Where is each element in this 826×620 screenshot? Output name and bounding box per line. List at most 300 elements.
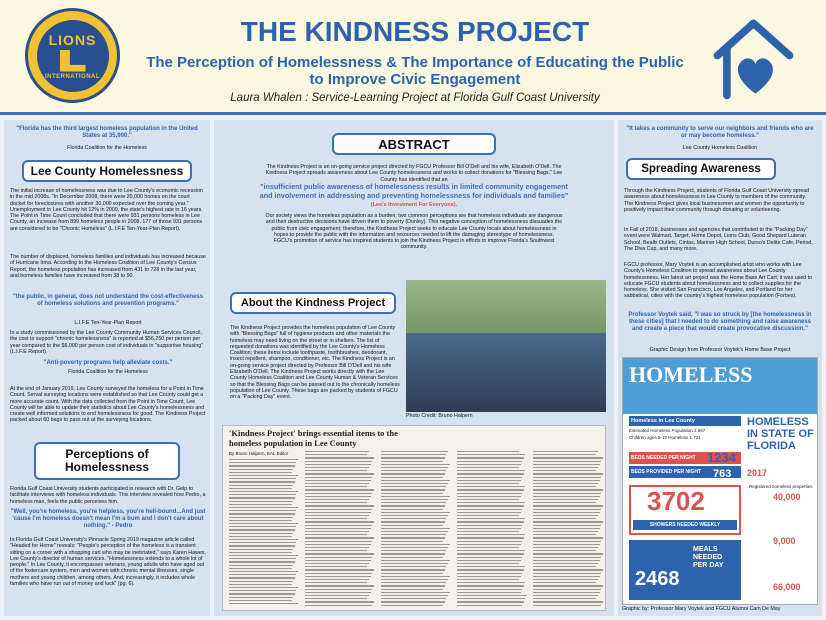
article-text-line: [381, 550, 446, 551]
article-byline: By Bruno Halpern, EAL Editor: [229, 451, 289, 456]
article-text-line: [533, 553, 603, 554]
article-text-line: [381, 560, 450, 561]
logo-top-text: LIONS: [48, 31, 97, 48]
article-text-line: [457, 563, 519, 564]
info-year: 2017: [747, 468, 768, 478]
article-text-line: [305, 547, 369, 548]
info-beds-needed-label: BEDS NEEDED PER NIGHT: [629, 452, 741, 464]
article-text-line: [305, 579, 369, 580]
article-text-line: [533, 589, 601, 590]
article-text-line: [229, 491, 298, 492]
article-text-line: [533, 496, 600, 497]
article-text-line: [305, 589, 372, 590]
about-text: The Kindness Project provides the homeless population of Lee County with "Blessing Bags" full of hygiene products and other materials the homeless may need living on the street or in shelters. The list of requested donations was identified by the Lee County's Homeless Coalition; these items include toothpaste, toothbrushes, deodorant, insect repellent, shampoo, conditioner, etc. The Kindness Project is an on-going service project directed by Professor Bill O'Dell and his wife Elizabeth O'Dell. The Kindness Project works directly with the Lee County Homeless Coalition and Lee County Human & Veteran Services so that the Blessing Bags can be passed out to the chronically homeless population of Lee County. These bags are packed by students of FGCU on a "Packing Day" event.: [230, 325, 400, 401]
article-text-line: [533, 502, 596, 503]
article-text-line: [381, 601, 445, 602]
article-text-line: [533, 467, 598, 468]
info-lee-label: Homeless in Lee County: [629, 416, 741, 426]
article-text-line: [305, 467, 369, 468]
article-text-line: [533, 569, 603, 570]
article-text-line: [305, 477, 372, 478]
article-text-line: [533, 531, 598, 532]
article-text-line: [533, 499, 598, 500]
quote-source: L.I.F.E Ten-Year-Plan Report: [74, 320, 142, 326]
heading-about: About the Kindness Project: [230, 292, 396, 314]
article-text-line: [457, 569, 524, 570]
article-text-line: [457, 483, 519, 484]
article-text-line: [533, 521, 603, 522]
quote-voytek: Professor Voytek said, "I was so struck by [the homelessness in these cities] that I needed to do something and raise awareness and create a piece that would create provocative discussion.": [628, 312, 812, 332]
article-text-line: [305, 560, 371, 561]
article-text-line: [229, 568, 292, 569]
article-text-line: [229, 504, 292, 505]
article-text-line: [381, 531, 448, 532]
article-text-line: [381, 518, 446, 519]
article-text-line: [533, 470, 596, 471]
article-text-line: [533, 592, 600, 593]
article-text-line: [457, 537, 524, 538]
article-text-line: [533, 563, 598, 564]
article-text-line: [457, 515, 519, 516]
article-text-line: [533, 480, 600, 481]
article-text-line: [229, 510, 296, 511]
article-text-line: [533, 566, 596, 567]
article-text-line: [381, 563, 448, 564]
article-text-line: [229, 507, 298, 508]
article-text-line: [533, 528, 600, 529]
article-text-line: [457, 598, 525, 599]
article-text-line: [533, 579, 598, 580]
info-lee-pop: Estimated Homeless Population 2,067: [629, 428, 706, 433]
article-text-line: [533, 585, 603, 586]
article-text-line: [381, 454, 446, 455]
article-text-line: [533, 560, 600, 561]
article-text-line: [457, 518, 525, 519]
article-text-line: [381, 464, 450, 465]
article-text-line: [533, 454, 596, 455]
article-text-line: [457, 595, 527, 596]
article-text-line: [229, 552, 292, 553]
article-text-line: [533, 505, 603, 506]
article-text-line: [457, 457, 524, 458]
article-text-line: [457, 505, 524, 506]
article-text-line: [533, 512, 600, 513]
article-text-line: [229, 561, 295, 562]
article-text-line: [229, 545, 295, 546]
article-text-line: [457, 582, 525, 583]
article-text-line: [229, 501, 293, 502]
info-stat1: 9,000: [773, 536, 796, 546]
article-text-line: [533, 493, 601, 494]
heading-spreading: Spreading Awareness: [626, 158, 776, 180]
article-text-line: [305, 598, 367, 599]
article-text-line: [229, 462, 296, 463]
paragraph: Through the Kindness Project, students of Florida Gulf Coast University spread awareness about homelessness in Lee County to members of the community. The Kindness Project gives local businessmen and women the opportunity to positively impact their community through donating or volunteering.: [624, 188, 810, 213]
article-text-line: [533, 541, 601, 542]
article-text-line: [381, 569, 445, 570]
article-text-line: [229, 571, 298, 572]
article-text-line: [457, 470, 525, 471]
article-text-line: [457, 592, 521, 593]
info-stat2: 66,000: [773, 582, 801, 592]
article-text-line: [305, 454, 367, 455]
article-text-line: [229, 529, 295, 530]
article-title: 'Kindness Project' brings essential items to the homeless population in Lee County: [229, 428, 398, 448]
article-text-line: [305, 502, 367, 503]
article-text-line: [305, 534, 367, 535]
info-lee-children: Children ages 5-17 Homeless 1,721: [629, 435, 701, 440]
article-text-line: [381, 451, 448, 452]
article-text-line: [381, 505, 445, 506]
article-text-line: [457, 544, 521, 545]
info-showers-label: SHOWERS NEEDED WEEKLY: [633, 520, 737, 530]
article-text-line: [305, 451, 369, 452]
article-text-line: [381, 579, 448, 580]
article-text-line: [533, 483, 598, 484]
article-text-line: [381, 547, 448, 548]
article-text-line: [457, 493, 522, 494]
article-text-line: [305, 480, 371, 481]
article-text-line: [229, 513, 295, 514]
article-text-line: [229, 536, 292, 537]
article-text-line: [381, 553, 445, 554]
article-text-line: [229, 549, 293, 550]
article-text-line: [381, 582, 446, 583]
article-text-line: [457, 550, 525, 551]
article-text-line: [305, 537, 374, 538]
article-text-line: [533, 451, 598, 452]
article-text-line: [229, 603, 298, 604]
lions-logo: [25, 8, 120, 103]
article-text-line: [305, 582, 367, 583]
info-state-title: HOMELESS IN STATE OF FLORIDA: [747, 416, 814, 452]
article-text-line: [533, 573, 601, 574]
info-beds-needed: 1234: [707, 450, 736, 465]
article-text-line: [381, 486, 446, 487]
article-text-line: [533, 518, 596, 519]
article-text-line: [381, 502, 446, 503]
article-text-line: [533, 486, 596, 487]
article-text-line: [533, 461, 601, 462]
article-text-line: [457, 589, 522, 590]
article-text-line: [457, 531, 519, 532]
article-text-line: [381, 598, 446, 599]
article-text-line: [229, 497, 295, 498]
article-text-line: [533, 477, 601, 478]
info-showers: 3702: [647, 486, 705, 516]
article-text-line: [381, 592, 450, 593]
article-text-line: [381, 477, 443, 478]
article-text-line: [533, 598, 596, 599]
article-text-line: [381, 605, 443, 606]
article-text-line: [381, 534, 446, 535]
article-text-line: [533, 595, 598, 596]
article-text-line: [533, 457, 603, 458]
article-text-line: [381, 473, 445, 474]
article-text-line: [533, 547, 598, 548]
paragraph: FGCU professor, Mary Voytek is an accomplished artist who works with Lee County's Homeless Coalition to spread awareness about Lee County homelessness. Her latest art project was the Home Base Art Cart; it was used to educate FGCU students about homelessness and to collect supplies for the homeless. She visited San Francisco, Los Angeles, and Portland for her sabbatical, cities with the country's highest homeless population (Forbes).: [624, 262, 813, 300]
article-text-line: [229, 488, 292, 489]
article-text-line: [457, 486, 525, 487]
info-reg-label: Registered homeless properties: [749, 484, 813, 489]
article-text-line: [533, 576, 600, 577]
article-text-line: [305, 553, 374, 554]
article-text-line: [229, 558, 296, 559]
article-text-line: [305, 528, 371, 529]
article-text-line: [381, 595, 448, 596]
article-text-line: [305, 557, 372, 558]
article-text-line: [533, 525, 601, 526]
info-homeless-title: HOMELESS: [629, 362, 753, 387]
info-meals: 2468: [635, 568, 680, 590]
article-text-line: [229, 520, 292, 521]
quote-anti-poverty: "Anti-poverty programs help alleviate costs.": [43, 360, 173, 366]
article-text-line: [305, 518, 367, 519]
article-text-line: [305, 566, 367, 567]
article-text-line: [457, 541, 522, 542]
article-text-line: [381, 537, 445, 538]
article-text-line: [457, 585, 524, 586]
quote-source: Lee County Homeless Coalition: [682, 145, 758, 151]
article-text-line: [457, 560, 521, 561]
article-text-line: [381, 457, 445, 458]
poster-subtitle: The Perception of Homelessness & The Importance of Educating the Public to Improve Civic Engagement: [146, 54, 684, 88]
article-text-line: [533, 550, 596, 551]
article-text-line: [533, 464, 600, 465]
article-text-line: [229, 523, 298, 524]
article-text-line: [229, 533, 293, 534]
article-text-line: [381, 541, 443, 542]
article-text-line: [305, 592, 371, 593]
article-text-line: [457, 525, 522, 526]
article-text-line: [457, 477, 522, 478]
article-text-line: [533, 601, 603, 602]
article-text-line: [381, 512, 450, 513]
article-text-line: [305, 464, 371, 465]
article-text-line: [305, 550, 367, 551]
article-text-line: [229, 574, 296, 575]
info-beds-provided: 763: [713, 468, 732, 480]
newspaper-article: [222, 425, 606, 611]
article-text-line: [381, 489, 445, 490]
poster-author: Laura Whalen : Service-Learning Project at Florida Gulf Coast University: [230, 92, 600, 104]
article-text-line: [229, 469, 293, 470]
article-text-line: [229, 517, 293, 518]
article-text-line: [229, 481, 295, 482]
article-text-line: [381, 480, 450, 481]
article-text-line: [381, 509, 443, 510]
article-text-line: [381, 521, 445, 522]
article-text-line: [229, 478, 296, 479]
article-text-line: [381, 525, 443, 526]
article-text-line: [305, 505, 374, 506]
article-text-line: [457, 557, 522, 558]
article-text-line: [305, 601, 374, 602]
article-text-line: [457, 547, 519, 548]
quote-florida-homeless: "Florida has the third largest homeless population in the United States at 35,900.": [16, 126, 198, 139]
article-text-line: [381, 589, 443, 590]
paragraph: In Fall of 2018, businesses and agencies that contributed to the "Packing Day" event were Walmart, Target, Home Depot, Lions Club, Good Shepard Luteran School, Bealls Outlets, Cintas, Mariner High School, Durso's Delite Cafe, Period, The Diva Cup, and many more.: [624, 227, 813, 252]
quote-source: Graphic Design from Professor Voytek's Home Base Project: [649, 347, 791, 353]
article-text-line: [305, 563, 369, 564]
article-text-line: [305, 486, 367, 487]
article-text-line: [457, 480, 521, 481]
paragraph: The initial increase of homelessness was due to Lee County's economic recession in the mid 2008s. "In December 2008, there were 20,000 homes on the court docket for foreclosures with another 30,000 expected over the coming year." Unemployment in Lee County hit 12% in 2009, the state's highest rate in 16 years. The Point in Time Count concluded that there were 931 persons homeless in Lee County, an increase from 899 homeless people in 2008. 177 of those 931 persons are considered to be "Chronic Homeless" (L.I.F.E Ten-Year-Plan Report).: [10, 188, 203, 232]
paragraph: In Florida Gulf Coast University's Pinnacle Spring 2019 magazine article called "Headed for Home" reveals: "People's perception of the homeless is a transient sitting on a corner with a shopping cart who may be inebriated," says Karen Hawes, Lee County's director of human services. "Homelessness extends to a whole lot of people." In Lee County, it encompasses veterans, young adults who have aged out of the fostercare system, men and women with chronic mental illnesses, single mothers and young children, among others. And, increasingly, it includes whole families who have run out of money and luck" (pg. 6).: [10, 537, 206, 588]
graphic-credit: Graphic by: Professor Mary Voytek and FGCU Alumni Cam De May: [622, 606, 781, 612]
article-text-line: [229, 475, 298, 476]
abstract-text: The Kindness Project is an on-going service project directed by FGCU Professor Bill O'Dell and his wife, Elizabeth O'Dell. The Kindness Project spreads awareness about Lee County homelessness and works to collect donations for "Blessing Bags." Lee County has identified that an: [265, 164, 563, 183]
lion-icon: [60, 50, 86, 72]
article-text-line: [533, 537, 603, 538]
article-text-line: [229, 494, 296, 495]
article-text-line: [305, 457, 374, 458]
article-text-line: [533, 582, 596, 583]
article-text-line: [533, 515, 598, 516]
article-text-line: [305, 461, 372, 462]
article-text-line: [305, 525, 372, 526]
article-text-line: [381, 528, 450, 529]
article-text-line: [457, 489, 524, 490]
paragraph: Florida Gulf Coast University students participated in research with Dr. Gelp to facilitate interviews with homeless individuals. This interview revealed how Pedro, a homeless man, feels the public perceives him.: [10, 486, 206, 505]
article-text-line: [457, 509, 522, 510]
article-text-line: [381, 566, 446, 567]
article-text-line: [229, 587, 298, 588]
article-text-line: [229, 539, 298, 540]
article-text-line: [533, 544, 600, 545]
article-text-line: [229, 555, 298, 556]
header: [0, 0, 826, 115]
center-column: [214, 120, 614, 616]
quote-pedro: "Well, you're homeless, you're helpless, you're hell-bound...And just 'cause I'm homeless doesn't mean I'm a bum and I don't care about nothing." - Pedro: [10, 509, 206, 529]
abstract-quote: "insufficient public awareness of homelessness results in limited community engagement and involvement in addressing and preventing homelessness for individuals and families" (Lee's Investment For Everyone).: [259, 182, 569, 209]
article-text-line: [457, 566, 525, 567]
article-text-line: [229, 584, 292, 585]
article-text-line: [457, 496, 521, 497]
article-text-line: [305, 496, 371, 497]
article-text-line: [305, 573, 372, 574]
article-text-line: [381, 499, 448, 500]
heading-lee-county: Lee County Homelessness: [22, 160, 192, 182]
article-text-line: [305, 489, 374, 490]
article-text-line: [457, 576, 521, 577]
article-text-line: [381, 467, 448, 468]
info-beds-provided-label: BEDS PROVIDED PER NIGHT: [629, 466, 741, 478]
article-text-line: [381, 557, 443, 558]
article-text-line: [533, 473, 603, 474]
left-column: [4, 120, 210, 616]
article-text-line: [229, 590, 296, 591]
article-text-line: [457, 553, 524, 554]
homeless-infographic: [622, 357, 818, 605]
article-text-line: [457, 499, 519, 500]
heading-abstract: ABSTRACT: [332, 133, 496, 155]
article-text-line: [381, 461, 443, 462]
article-text-line: [229, 459, 298, 460]
article-text-line: [229, 542, 296, 543]
paragraph: At the end of January 2019, Lee County surveyed the homeless for a Point in Time Count. Serval surveying locations were established so that Lee County could get a more accurate count. With the data collected from the Point in Time Count, Lee County will be able to update their statistics about Lee County's homelessness and create well informed solutions to end homelessness for good. The Kindness Project packed about 60 bags to pass out at the surveying locations.: [10, 386, 206, 424]
article-text-line: [305, 521, 374, 522]
article-text-line: [381, 515, 448, 516]
article-text-line: [305, 493, 372, 494]
article-text-line: [229, 565, 293, 566]
article-text-line: [381, 496, 450, 497]
article-text-line: [381, 544, 450, 545]
article-text-line: [457, 579, 519, 580]
article-text-line: [305, 515, 369, 516]
info-reg-val: 40,000: [773, 492, 801, 502]
paragraph: In a study commissioned by the Lee County Community Human Services Council, the cost to support "chronic homelessness" is reported at $56,250 per person per year compared to the $6,000 per person cost of individuals in "supportive housing" (L.I.F.E Report).: [10, 330, 204, 355]
group-photo: [406, 280, 606, 412]
article-text-line: [229, 526, 296, 527]
article-text-line: [305, 576, 371, 577]
article-text-line: [229, 597, 293, 598]
house-heart-icon: [706, 10, 801, 105]
article-text-line: [229, 600, 292, 601]
article-text-line: [229, 577, 295, 578]
article-text-line: [305, 541, 372, 542]
article-text-line: [457, 573, 522, 574]
article-text-line: [533, 509, 601, 510]
article-text-line: [229, 581, 293, 582]
article-text-line: [457, 512, 521, 513]
article-text-line: [457, 454, 525, 455]
paragraph: The number of displaced, homeless families and individuals has increased because of Hurricane Irma. According to the Homeless Coalition of Lee County's Census Report, the homeless population has increased from 431 to 728 in the last year, and homeless families have increased from 38 to 90.: [10, 254, 206, 279]
article-text-line: [305, 473, 374, 474]
article-text-line: [305, 569, 374, 570]
article-text-line: [533, 534, 596, 535]
photo-credit: Photo Credit: Bruno Halpern: [406, 413, 473, 419]
article-text-line: [457, 528, 521, 529]
article-text-line: [229, 593, 295, 594]
article-text-line: [457, 473, 524, 474]
article-text-line: [305, 499, 369, 500]
quote-source: Florida Coalition for the Homeless: [67, 145, 147, 151]
article-text-line: [305, 509, 372, 510]
article-text-line: [381, 470, 446, 471]
abstract-text: Our society views the homeless population as a burden; two common perceptions are that homeless individuals are dangerous and their destructive decisions have driven them to poverty (Donley). This negative conception of homelessness dissuades the public from civic engagement; therefore, the Kindness Project seeks to educate Lee County locals about homelessness in hopes to provide the public with the information and resources needed to lift the damaging stereotype of homelessness. FGCU's promotion of service has inspired students to join the Kindness Project in efforts to improve Florida's Southwest community.: [265, 213, 563, 251]
article-text-line: [533, 605, 601, 606]
article-text-line: [229, 465, 295, 466]
right-column: [618, 120, 822, 616]
article-text-line: [229, 485, 293, 486]
article-text-line: [305, 544, 371, 545]
article-text-line: [381, 576, 450, 577]
article-text-line: [533, 557, 601, 558]
article-text-line: [457, 521, 524, 522]
article-text-line: [305, 512, 371, 513]
article-text-line: [457, 534, 525, 535]
article-text-line: [457, 451, 519, 452]
article-text-line: [305, 470, 367, 471]
article-text-line: [381, 573, 443, 574]
article-text-line: [305, 605, 372, 606]
article-text-line: [457, 467, 519, 468]
article-text-line: [533, 489, 603, 490]
article-text-line: [305, 585, 374, 586]
article-text-line: [457, 601, 524, 602]
article-text-line: [305, 595, 369, 596]
info-meals-label: MEALS NEEDED PER DAY: [693, 546, 724, 569]
article-text-line: [457, 502, 525, 503]
article-text-line: [305, 483, 369, 484]
article-text-line: [381, 483, 448, 484]
article-text-line: [381, 585, 445, 586]
poster-title: THE KINDNESS PROJECT: [240, 16, 590, 47]
article-text-line: [457, 605, 522, 606]
heading-perceptions: Perceptions of Homelessness: [34, 442, 180, 480]
article-text-line: [229, 472, 292, 473]
